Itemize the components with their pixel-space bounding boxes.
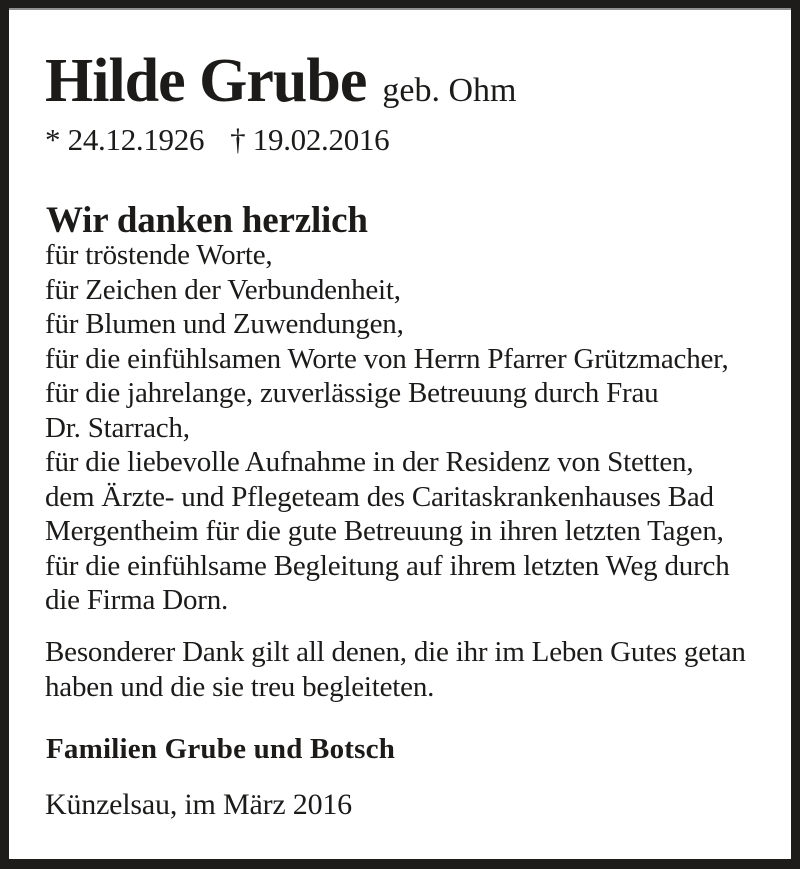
frame-border-bottom (0, 859, 800, 869)
life-dates-row (45, 122, 389, 158)
deceased-name: Hilde Grube (45, 47, 367, 115)
thanks-line: dem Ärzte- und Pflegeteam des Caritaskrankenhauses Bad (45, 480, 714, 513)
thanks-line: die Firma Dorn. (45, 584, 229, 616)
frame-border-top (0, 0, 800, 8)
gratitude-line: Besonderer Dank gilt all denen, die ihr im Leben Gutes getan (45, 636, 746, 668)
death-date: † 19.02.2016 (230, 122, 390, 157)
frame-inner-line (6, 8, 794, 10)
place-and-date: Künzelsau, im März 2016 (45, 788, 352, 821)
gratitude-paragraph (45, 635, 793, 704)
thanks-line: für die einfühlsame Begleitung auf ihrem letzten Weg durch (45, 549, 730, 582)
thanks-line: Dr. Starrach, (45, 411, 190, 444)
thanks-line: für die einfühlsamen Worte von Herrn Pfarrer Grützmacher, (45, 342, 729, 375)
frame-border-left (0, 0, 9, 869)
thanks-line: für Blumen und Zuwendungen, (45, 308, 404, 340)
maiden-name: geb. Ohm (382, 72, 517, 109)
thanks-line: für tröstende Worte, (45, 239, 273, 271)
deceased-name-row (45, 47, 517, 128)
thanks-list (45, 238, 793, 618)
birth-date: * 24.12.1926 (45, 122, 205, 157)
thanks-heading: Wir danken herzlich (46, 200, 368, 241)
thanks-line: für die jahrelange, zuverlässige Betreuung durch Frau (45, 377, 659, 409)
gratitude-line: haben und die sie treu begleiteten. (45, 670, 435, 703)
thanks-line: für die liebevolle Aufnahme in der Residenz von Stetten, (45, 446, 694, 478)
family-signature: Familien Grube und Botsch (46, 733, 396, 765)
thanks-line: Mergentheim für die gute Betreuung in ihren letzten Tagen, (45, 515, 724, 547)
thanks-line: für Zeichen der Verbundenheit, (45, 273, 401, 306)
